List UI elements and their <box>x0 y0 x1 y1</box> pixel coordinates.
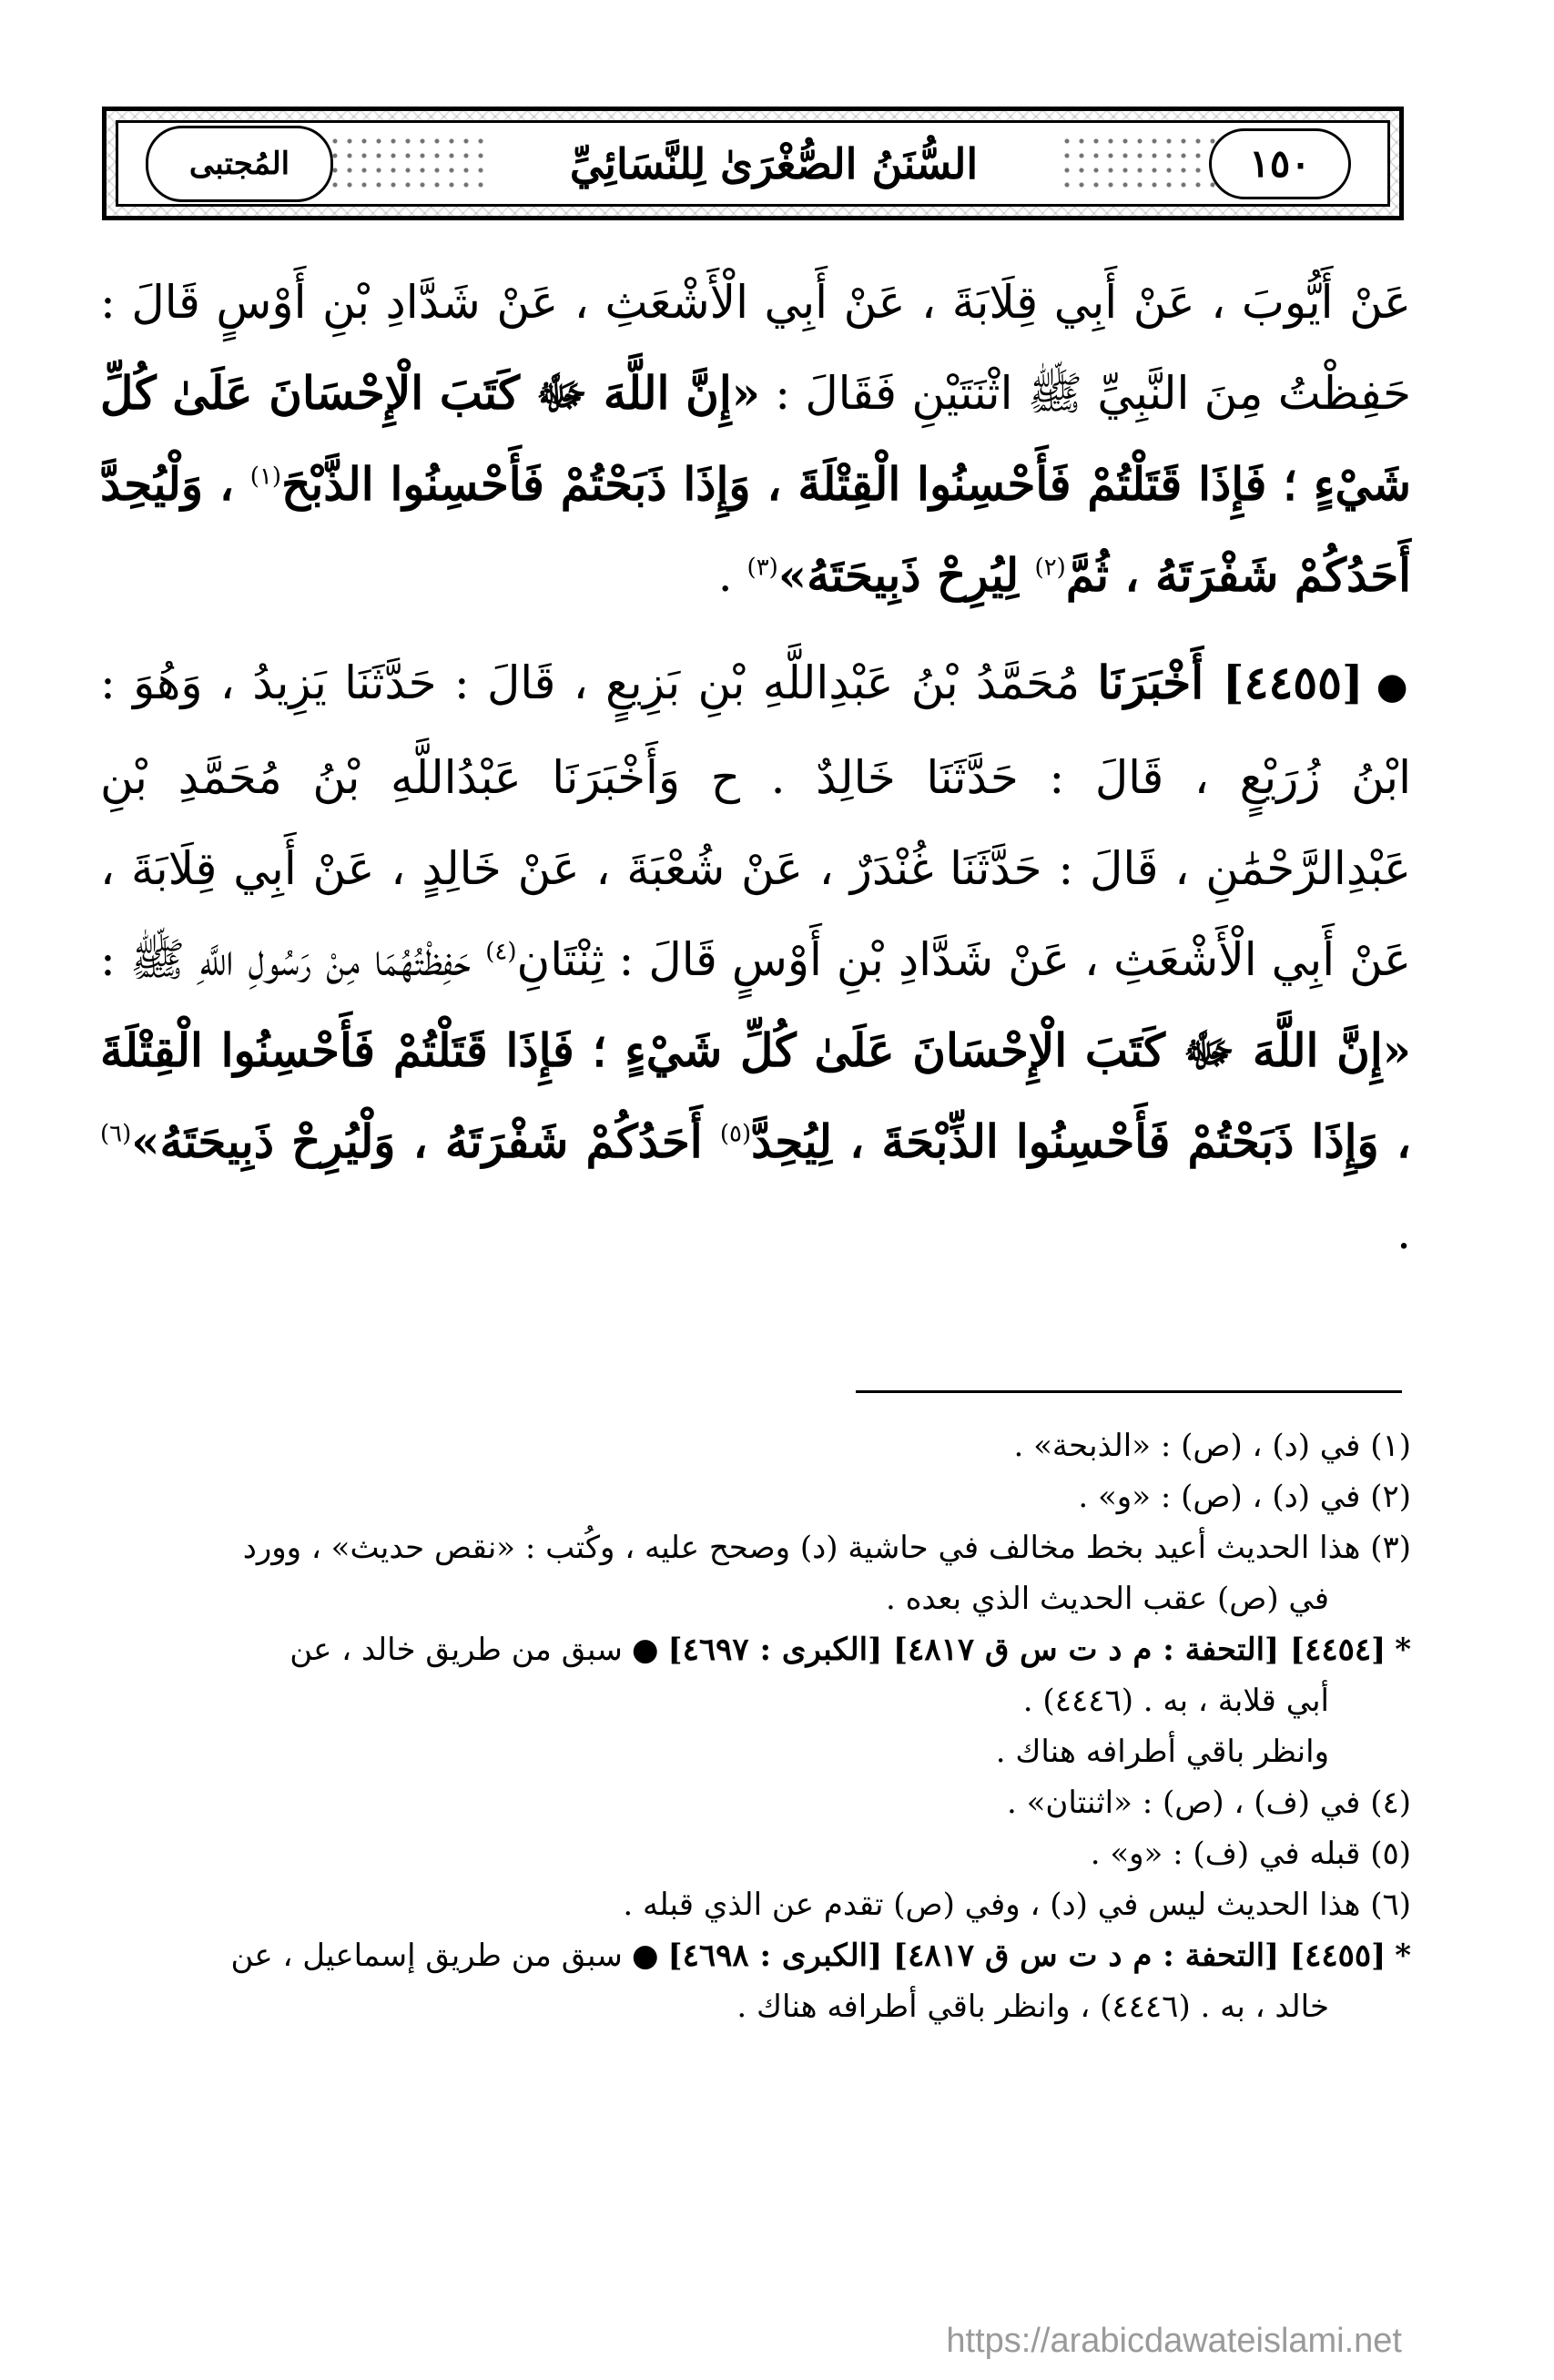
footnote-divider <box>856 1390 1402 1393</box>
takhrij-4454-cont: أبي قلابة ، به . (٤٤٤٦) . <box>1022 1683 1329 1719</box>
takhrij-text: سبق من طريق إسماعيل ، عن <box>230 1938 623 1974</box>
asterisk-icon: * <box>1395 1632 1411 1668</box>
footnote-1: (١) في (د) ، (ص) : «الذبحة» . <box>1013 1428 1411 1464</box>
akhbarana-word: أَخْبَرَنَا <box>1097 656 1204 709</box>
footnote-3: (٣) هذا الحديث أعيد بخط مخالف في حاشية (د) وصحح عليه ، وكُتب : «نقص حديث» ، وورد <box>242 1530 1411 1566</box>
hadith-4455 <box>100 637 1411 1278</box>
main-text <box>100 257 1411 1278</box>
matn-text: «إِنَّ اللَّهَ ﷻ كَتَبَ الْإِحْسَانَ عَلَىٰ كُلِّ شَيْءٍ ؛ فَإِذَا قَتَلْتُمْ فَأَحْسِنُوا الْقِتْلَةَ ، وَإِذَا ذَبَحْتُمْ فَأَحْسِنُوا الذِّبْحَةَ ، لِيُحِدَّ <box>100 1023 1411 1168</box>
isnad-text: مُحَمَّدُ بْنُ عَبْدِاللَّهِ بْنِ بَزِيعٍ ، قَالَ : حَدَّثَنَا يَزِيدُ ، وَهُوَ : ابْنُ زُرَيْعٍ ، قَالَ : حَدَّثَنَا خَالِدٌ . ح وَأَخْبَرَنَا عَبْدُاللَّهِ بْنُ مُحَمَّدِ بْنِ عَبْدِالرَّحْمَٰنِ ، قَالَ : حَدَّثَنَا غُنْدَرٌ ، عَنْ شُعْبَةَ ، عَنْ خَالِدٍ ، عَنْ أَبِي قِلَابَةَ ، عَنْ أَبِي الْأَشْعَثِ ، عَنْ شَدَّادِ بْنِ أَوْسٍ قَالَ : ثِنْتَانِ <box>100 656 1411 986</box>
hadith-continuation <box>100 257 1411 621</box>
footnote-4: (٤) في (ف) ، (ص) : «اثنتان» . <box>1006 1785 1411 1821</box>
takhrij-text: سبق من طريق خالد ، عن <box>289 1632 623 1668</box>
collection-badge: المُجتبى <box>146 126 333 202</box>
footnote-3-cont: في (ص) عقب الحديث الذي بعده . <box>886 1581 1329 1617</box>
footnotes <box>100 1420 1411 2032</box>
bullet-icon: ● <box>631 1632 659 1668</box>
footnote-ref: (٥) <box>719 1120 752 1148</box>
end-punct: . <box>717 549 747 602</box>
footnote-6: (٦) هذا الحديث ليس في (د) ، وفي (ص) تقدم عن الذي قبله . <box>623 1887 1411 1923</box>
ornamental-header <box>102 107 1404 220</box>
footnote-ref: (٣) <box>747 554 778 582</box>
footnote-ref: (٤) <box>485 938 517 966</box>
asterisk-icon: * <box>1395 1938 1411 1974</box>
header-inner-frame <box>116 120 1390 207</box>
takhrij-4455 <box>100 1930 1411 1981</box>
end-punct: . <box>1397 1206 1411 1259</box>
takhrij-refs: [٤٤٥٤] [التحفة : م د ت س ق ٤٨١٧] [الكبرى : ٤٦٩٧] <box>667 1632 1386 1668</box>
footnote-5: (٥) قبله في (ف) : «و» . <box>1090 1836 1411 1872</box>
takhrij-refs: [٤٤٥٥] [التحفة : م د ت س ق ٤٨١٧] [الكبرى : ٤٦٩٨] <box>667 1938 1386 1974</box>
matn-text: أَحَدُكُمْ شَفْرَتَهُ ، وَلْيُرِحْ ذَبِيحَتَهُ» <box>131 1114 720 1168</box>
book-title: السُّنَنُ الصُّغْرَىٰ لِلنَّسَائِيِّ <box>569 138 979 188</box>
page-number: ١٥٠ <box>1209 128 1351 199</box>
watermark-url: https://arabicdawateislami.net <box>946 2322 1402 2360</box>
bullet-icon: ● <box>1376 666 1411 707</box>
takhrij-4455-cont: خالد ، به . (٤٤٤٦) ، وانظر باقي أطرافه هناك . <box>736 1988 1329 2025</box>
matn-text: لِيُرِحْ ذَبِيحَتَهُ» <box>777 548 1035 602</box>
hadith-number: [٤٤٥٥] <box>1204 656 1364 709</box>
bullet-icon: ● <box>631 1938 659 1974</box>
footnote-ref: (١) <box>249 463 282 491</box>
isnad-text: حَفِظْتُهُمَا مِنْ رَسُولِ اللَّهِ ﷺ : <box>100 933 486 986</box>
isnad-text: عَنْ أَيُّوبَ ، عَنْ أَبِي قِلَابَةَ ، عَنْ أَبِي الْأَشْعَثِ ، عَنْ شَدَّادِ بْنِ أَوْسٍ قَالَ : حَفِظْتُ مِنَ النَّبِيِّ ﷺ اثْنَتَيْنِ فَقَالَ : <box>100 276 1412 420</box>
matn-text: ، وَلْيُحِدَّ أَحَدُكُمْ شَفْرَتَهُ ، ثُمَّ <box>100 457 1411 602</box>
matn-text: «إِنَّ اللَّهَ ﷻ كَتَبَ الْإِحْسَانَ عَلَىٰ كُلِّ شَيْءٍ ؛ فَإِذَا قَتَلْتُمْ فَأَحْسِنُوا الْقِتْلَةَ ، وَإِذَا ذَبَحْتُمْ فَأَحْسِنُوا الذَّبْحَ <box>100 366 1411 511</box>
takhrij-4454-cont-2: وانظر باقي أطرافه هناك . <box>995 1734 1329 1770</box>
footnote-ref: (٦) <box>100 1120 132 1148</box>
takhrij-4454 <box>100 1624 1411 1675</box>
header-ornament-left <box>328 134 492 193</box>
footnote-ref: (٢) <box>1034 554 1066 582</box>
header-ornament-right <box>1060 134 1224 193</box>
footnote-2: (٢) في (د) ، (ص) : «و» . <box>1078 1479 1411 1515</box>
